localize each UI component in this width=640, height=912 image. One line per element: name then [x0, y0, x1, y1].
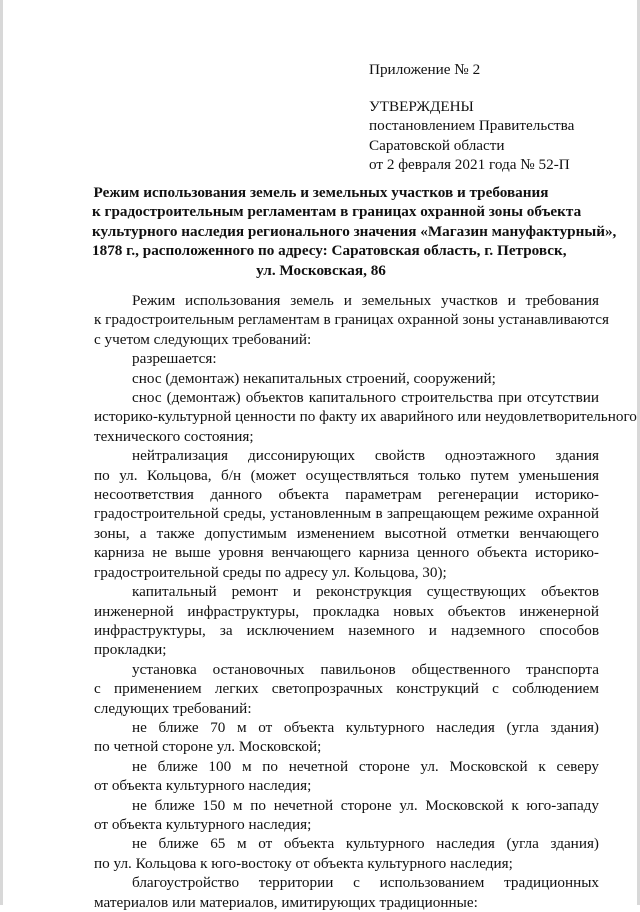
body-line: с применением легких светопрозрачных конструкций с соблюдением: [94, 680, 599, 698]
body-line: установка остановочных павильонов общественного транспорта: [132, 660, 599, 678]
body-line: благоустройство территории с использованием традиционных: [132, 874, 599, 892]
body-line: капитальный ремонт и реконструкция существующих объектов: [132, 583, 599, 601]
body-line: нейтрализация диссонирующих свойств одноэтажного здания: [132, 447, 599, 465]
title-line: культурного наследия регионального значения «Магазин мануфактурный»,: [92, 222, 617, 240]
title-line: ул. Московская, 86: [256, 261, 386, 279]
title-line: 1878 г., расположенного по адресу: Саратовская область, г. Петровск,: [92, 242, 567, 260]
approval-line: постановлением Правительства: [369, 117, 575, 135]
body-line: не ближе 65 м от объекта культурного наследия (угла здания): [132, 835, 599, 853]
body-line: несоответствия данного объекта параметрам регенерации историко-: [94, 486, 599, 504]
approval-line: от 2 февраля 2021 года № 52-П: [369, 155, 570, 173]
title-line: Режим использования земель и земельных участков и требования: [93, 184, 549, 201]
body-line: технического состояния;: [94, 427, 254, 445]
body-line: по ул. Кольцова, б/н (может осуществляться только путем уменьшения: [94, 466, 599, 484]
body-line: карниза не выше уровня венчающего карниза ценного объекта историко-: [94, 544, 599, 562]
body-line: не ближе 100 м по нечетной стороне ул. Московской к северу: [132, 757, 599, 775]
body-line: к градостроительным регламентам в границах охранной зоны устанавливаются: [94, 311, 609, 329]
body-line: инфраструктуры, за исключением наземного и надземного способов: [94, 621, 599, 639]
body-line: историко-культурной ценности по факту их аварийного или неудовлетворительного: [94, 408, 637, 426]
body-line: материалов или материалов, имитирующих традиционные:: [94, 893, 478, 911]
title-line: к градостроительным регламентам в границах охранной зоны объекта: [92, 203, 582, 221]
body-line: зоны, а также допустимым изменением высотной отметки венчающего: [94, 524, 599, 542]
body-line: не ближе 70 м от объекта культурного наследия (угла здания): [132, 718, 599, 736]
body-line: от объекта культурного наследия;: [94, 815, 312, 833]
approval-line: Саратовской области: [369, 136, 505, 154]
body-line: от объекта культурного наследия;: [94, 777, 312, 795]
body-line: следующих требований:: [94, 699, 252, 717]
body-line: прокладки;: [94, 641, 167, 659]
approval-line: УТВЕРЖДЕНЫ: [369, 98, 474, 116]
annex-number: Приложение № 2: [369, 61, 481, 78]
body-line: Режим использования земель и земельных участков и требования: [132, 292, 599, 309]
body-line: снос (демонтаж) некапитальных строений, сооружений;: [132, 369, 496, 387]
body-line: градостроительной среды по адресу ул. Кольцова, 30);: [94, 563, 447, 581]
body-line: разрешается:: [132, 350, 217, 368]
document-title: [92, 183, 617, 280]
body-line: инженерной инфраструктуры, прокладка новых объектов инженерной: [94, 602, 599, 620]
body-line: не ближе 150 м по нечетной стороне ул. Московской к юго-западу: [132, 796, 599, 814]
body-line: по ул. Кольцова к юго-востоку от объекта культурного наследия;: [94, 854, 513, 872]
approval-block: [369, 60, 619, 174]
body-line: снос (демонтаж) объектов капитального строительства при отсутствии: [132, 389, 599, 407]
body-line: градостроительной среды, установленным в запрещающем режиме охранной: [94, 505, 599, 523]
document-body: [94, 291, 637, 912]
body-line: по четной стороне ул. Московской;: [94, 738, 322, 756]
scan-edge-left: [0, 0, 3, 905]
body-line: с учетом следующих требований:: [94, 330, 312, 348]
